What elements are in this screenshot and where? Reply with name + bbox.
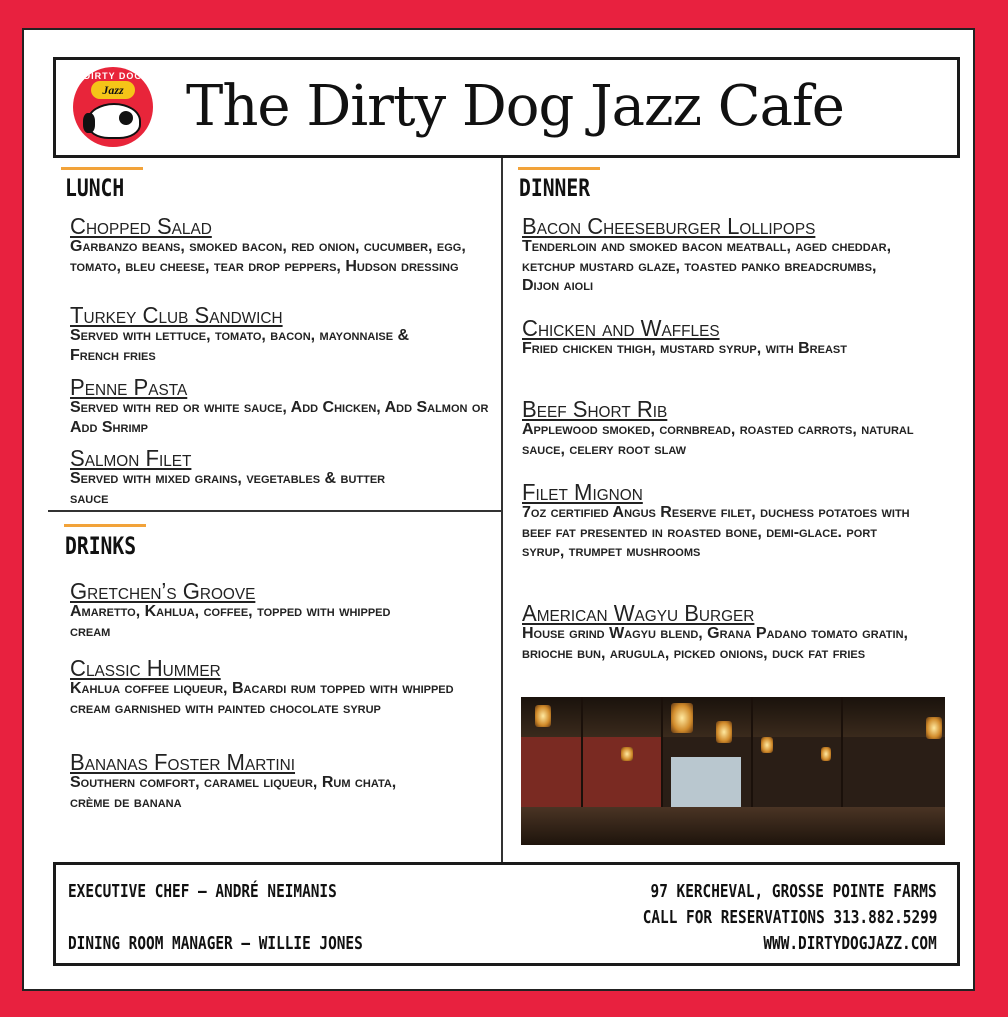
- drinks-item-desc: Amaretto, Kahlua, coffee, topped with whipped cream: [70, 603, 391, 640]
- dinner-item-name: Filet Mignon: [522, 479, 643, 505]
- logo-arc-text: DIRTY DOG: [83, 71, 143, 81]
- dirty-dog-logo: [73, 67, 153, 147]
- dinner-item-desc: 7oz certified Angus Reserve filet, duchess potatoes with beef fat presented in roasted bone, demi-glace. port syrup, trumpet mushrooms: [522, 504, 910, 560]
- dinner-heading: DINNER: [519, 174, 591, 202]
- lunch-accent-bar: [61, 167, 143, 170]
- dinner-item-desc: House grind Wagyu blend, Grana Padano tomato gratin, brioche bun, arugula, picked onions, duck fat fries: [522, 625, 908, 662]
- drinks-item-name: Gretchen’s Groove: [70, 578, 256, 604]
- website-link[interactable]: WWW.DIRTYDOGJAZZ.COM: [763, 933, 937, 954]
- dinner-item: [522, 398, 947, 459]
- page-title: The Dirty Dog Jazz Cafe: [186, 74, 844, 139]
- dinner-item-name: Bacon Cheeseburger Lollipops: [522, 213, 816, 239]
- dinner-item: [522, 602, 947, 663]
- logo-jazz-text: Jazz: [91, 81, 135, 99]
- address: 97 KERCHEVAL, GROSSE POINTE FARMS: [650, 881, 937, 902]
- lunch-item: [70, 304, 500, 365]
- dinner-item: [522, 317, 947, 359]
- menu-footer: [53, 862, 960, 966]
- restaurant-interior-photo: [521, 697, 945, 845]
- dinner-item: [522, 215, 947, 296]
- dinner-item-name: Chicken and Waffles: [522, 315, 720, 341]
- drinks-item: [70, 751, 480, 812]
- dining-room-manager: DINING ROOM MANAGER — WILLIE JONES: [68, 933, 363, 954]
- dog-icon: [87, 103, 141, 139]
- lunch-item: [70, 215, 500, 276]
- drinks-item-desc: Kahlua coffee liqueur, Bacardi rum topped with whipped cream garnished with painted chocolate syrup: [70, 680, 454, 717]
- menu-header: [53, 57, 960, 158]
- lunch-item-desc: Garbanzo beans, smoked bacon, red onion, cucumber, egg, tomato, bleu cheese, tear drop peppers, Hudson dressing: [70, 238, 466, 275]
- drinks-heading: DRINKS: [65, 532, 137, 560]
- executive-chef: EXECUTIVE CHEF — ANDRÉ NEIMANIS: [68, 881, 337, 902]
- lunch-item: [70, 376, 500, 437]
- dinner-item-desc: Fried chicken thigh, mustard syrup, with Breast: [522, 340, 847, 357]
- lunch-item-desc: Served with lettuce, tomato, bacon, mayonnaise & French fries: [70, 327, 410, 364]
- reservations-phone: CALL FOR RESERVATIONS 313.882.5299: [642, 907, 937, 928]
- dinner-item-name: American Wagyu Burger: [522, 600, 755, 626]
- drinks-item-name: Classic Hummer: [70, 655, 221, 681]
- section-divider: [48, 510, 503, 512]
- lunch-item-name: Salmon Filet: [70, 445, 192, 471]
- drinks-accent-bar: [64, 524, 146, 527]
- lunch-item-name: Chopped Salad: [70, 213, 212, 239]
- lunch-item-desc: Served with mixed grains, vegetables & butter sauce: [70, 470, 386, 507]
- drinks-item: [70, 657, 490, 718]
- dinner-item-desc: Tenderloin and smoked bacon meatball, aged cheddar, ketchup mustard glaze, toasted panko breadcrumbs, Dijon aioli: [522, 238, 892, 294]
- dinner-item-name: Beef Short Rib: [522, 396, 668, 422]
- lunch-heading: LUNCH: [65, 174, 125, 202]
- lunch-item-name: Penne Pasta: [70, 374, 188, 400]
- dinner-item-desc: Applewood smoked, cornbread, roasted carrots, natural sauce, celery root slaw: [522, 421, 914, 458]
- drinks-item-name: Bananas Foster Martini: [70, 749, 296, 775]
- drinks-item-desc: Southern comfort, caramel liqueur, Rum chata, crème de banana: [70, 774, 397, 811]
- lunch-item-desc: Served with red or white sauce, Add Chicken, Add Salmon or Add Shrimp: [70, 399, 489, 436]
- dinner-item: [522, 481, 947, 562]
- dinner-accent-bar: [518, 167, 600, 170]
- menu-card: [22, 28, 975, 991]
- lunch-item: [70, 447, 500, 508]
- lunch-item-name: Turkey Club Sandwich: [70, 302, 283, 328]
- drinks-item: [70, 580, 480, 641]
